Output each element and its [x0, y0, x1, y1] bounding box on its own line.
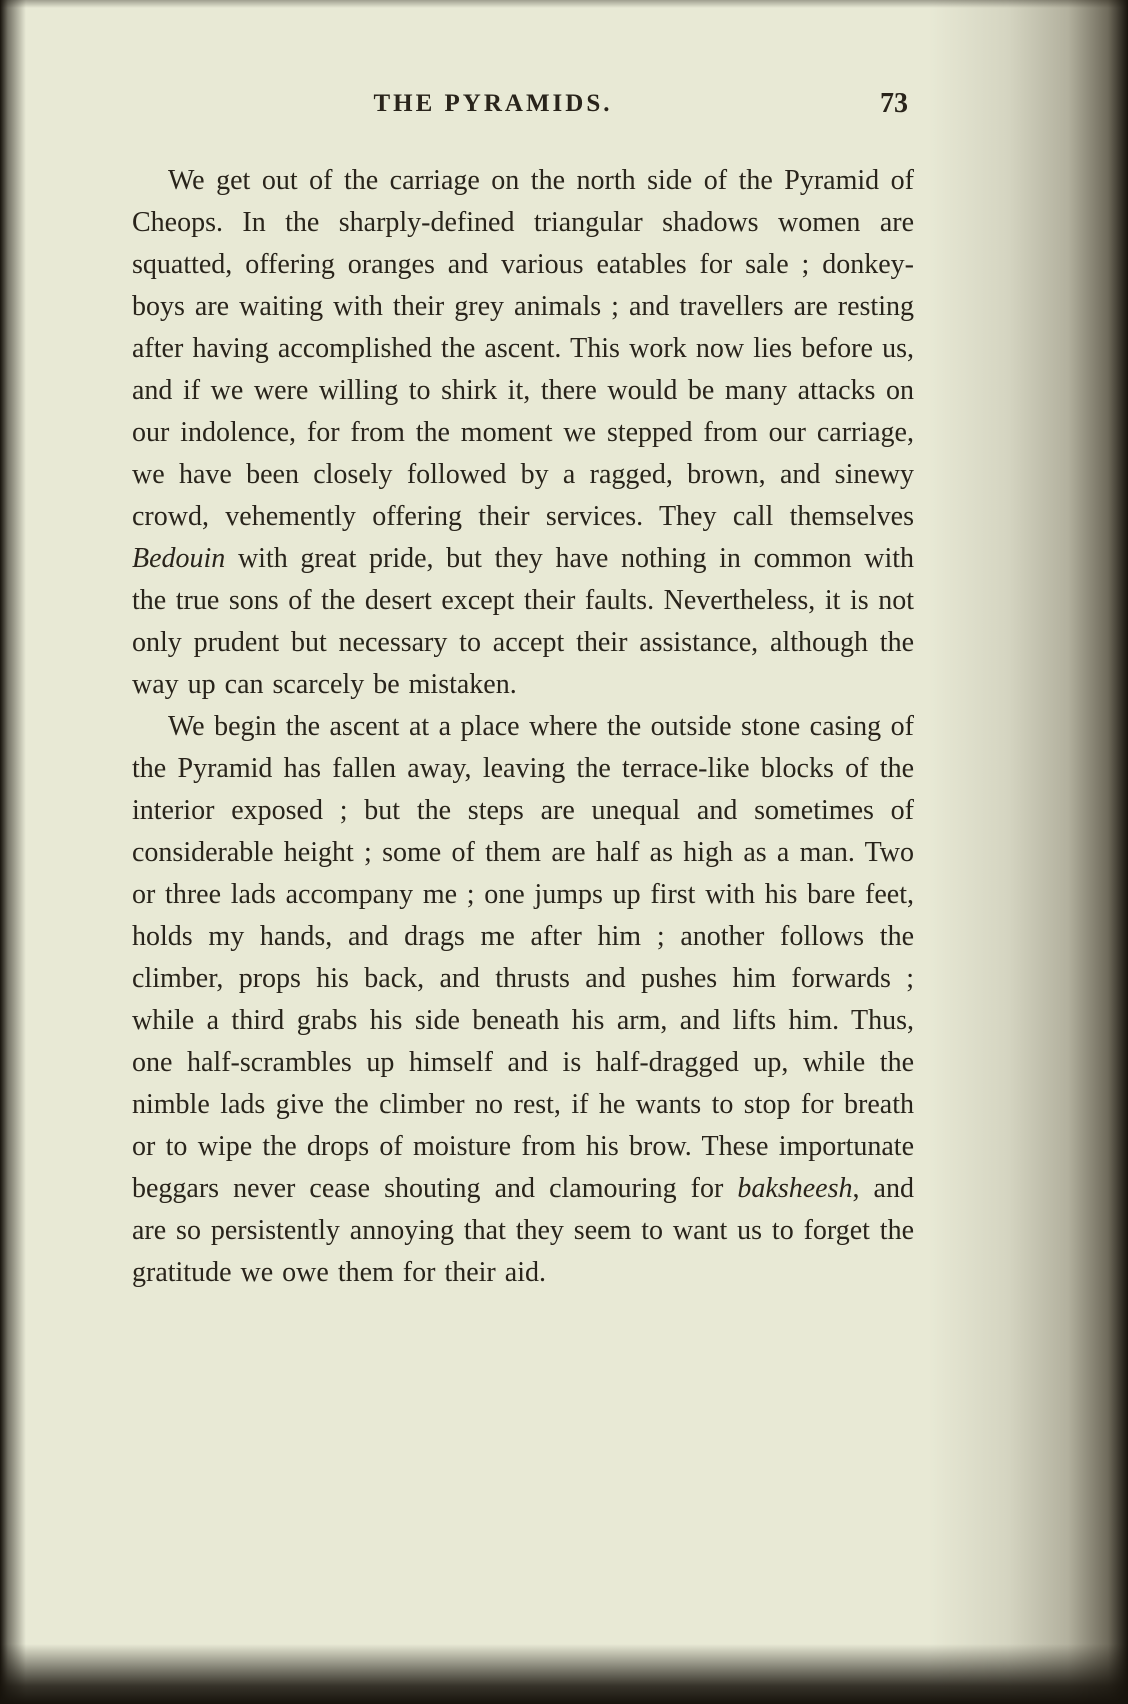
running-head: THE PYRAMIDS. — [373, 90, 613, 117]
text-run: with great pride, but they have nothing in common with the true sons of the desert except their faults. Nevertheless, it is not only prudent but necessary to accept their assistance, although the way up can scarcely be mistaken. — [132, 543, 914, 700]
italic-run: Bedouin — [132, 543, 226, 574]
scan-edge-bottom — [0, 1644, 1128, 1704]
text-run: We begin the ascent at a place where the outside stone casing of the Pyramid has fallen away, leaving the terrace-like blocks of the interior exposed ; but the steps are unequal and sometimes of considerable height ; some of them are half as high as a man. Two or three lads accompany me ; one jumps up first with his bare feet, holds my hands, and drags me after him ; another follows the climber, props his back, and thrusts and pushes him forwards ; while a third grabs his side beneath his arm, and lifts him. Thus, one half-scrambles up himself and is half-dragged up, while the nimble lads give the climber no rest, if he wants to stop for breath or to wipe the drops of moisture from his brow. These importunate beggars never cease shouting and clamouring for — [132, 711, 914, 1204]
page-number: 73 — [880, 88, 908, 119]
page-content — [132, 90, 914, 1294]
italic-run: baksheesh — [737, 1173, 853, 1204]
scan-edge-top — [0, 0, 1128, 8]
paragraph — [132, 706, 914, 1294]
text-block — [132, 160, 914, 1294]
page-header — [132, 90, 914, 142]
scan-edge-left — [0, 0, 26, 1704]
paragraph — [132, 160, 914, 706]
text-run: We get out of the carriage on the north side of the Pyramid of Cheops. In the sharply-defined triangular shadows women are squatted, offering oranges and various eatables for sale ; donkey-boys are waiting with their grey animals ; and travellers are resting after having accomplished the ascent. This work now lies before us, and if we were willing to shirk it, there would be many attacks on our indolence, for from the moment we stepped from our carriage, we have been closely followed by a ragged, brown, and sinewy crowd, vehemently offering their services. They call themselves — [132, 165, 914, 532]
text-run: , and are so persistently annoying that they seem to want us to forget the gratitude we owe them for their aid. — [132, 1173, 914, 1288]
scan-edge-right — [928, 0, 1128, 1704]
